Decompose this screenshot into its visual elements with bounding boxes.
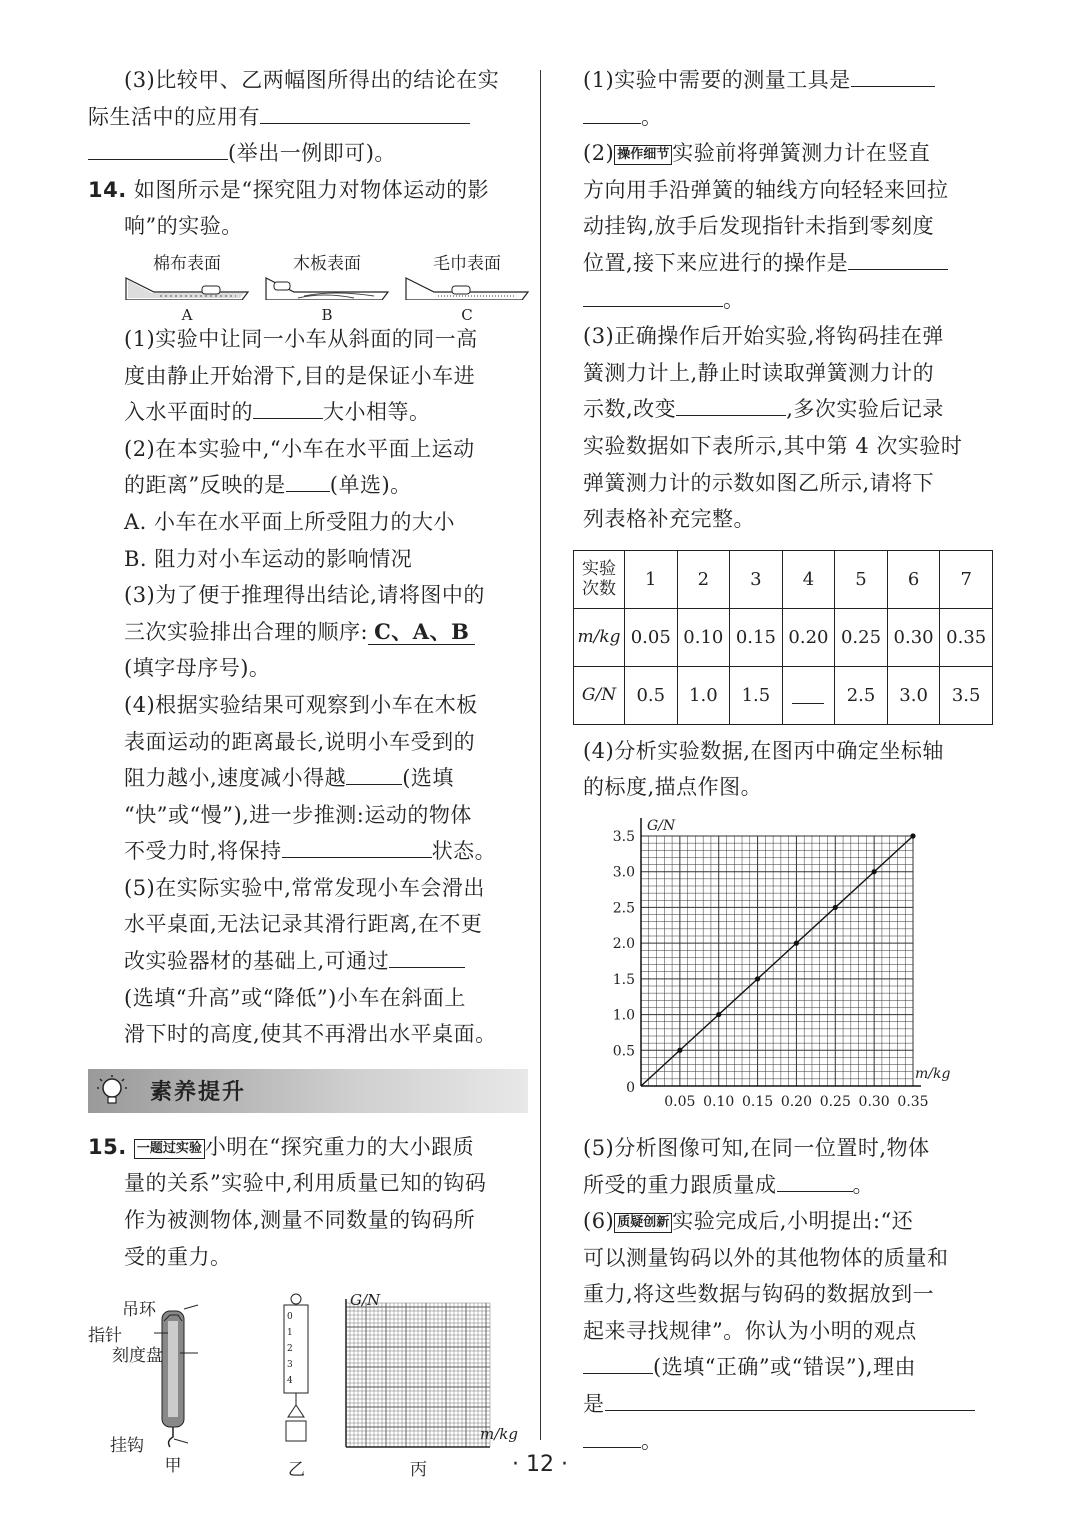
right-column <box>577 62 993 1459</box>
y-tick-label: 0.5 <box>612 1043 635 1060</box>
x-tick-label: 0.20 <box>780 1093 813 1110</box>
answer-blank[interactable] <box>583 1425 641 1448</box>
incline-track-icon <box>124 274 250 300</box>
data-point <box>794 940 799 945</box>
r4-line1: (4)分析实验数据,在图丙中确定坐标轴 <box>583 738 944 763</box>
g-m-graph <box>583 814 993 1124</box>
answer-blank[interactable] <box>282 835 432 858</box>
label-m-axis: m/kg <box>480 1425 518 1444</box>
q14-stem2: 响”的实验。 <box>124 214 243 239</box>
q14-4-line4: “快”或“慢”),进一步推测:运动的物体 <box>124 802 472 827</box>
weight-blank-cell[interactable] <box>782 666 835 724</box>
answer-blank[interactable] <box>389 945 465 968</box>
q14-4-line3: 阻力越小,速度减小得越 (选填 <box>88 760 528 797</box>
data-point <box>910 833 915 838</box>
x-tick-label: 0.05 <box>664 1093 696 1110</box>
answer-blank[interactable] <box>286 469 330 492</box>
label-bing: 丙 <box>410 1460 427 1481</box>
answer-blank[interactable] <box>851 64 935 87</box>
svg-text:1: 1 <box>287 1328 293 1339</box>
q15-figures <box>88 1291 528 1481</box>
origin-label: 0 <box>626 1079 635 1096</box>
order-answer: C、A、B <box>368 619 475 645</box>
answer-blank[interactable] <box>583 1351 653 1374</box>
r2-line4: 位置,接下来应进行的操作是 <box>583 245 993 282</box>
q14-2-line2: 的距离”反映的是 (单选)。 <box>88 467 528 504</box>
answer-blank[interactable] <box>676 393 786 416</box>
r3-line3: 示数,改变 ,多次实验后记录 <box>583 391 993 428</box>
r6-line2: 可以测量钩码以外的其他物体的质量和 <box>583 1245 949 1270</box>
experiment-tag: 一题过实验 <box>134 1139 205 1159</box>
table-row: G/N 0.5 1.0 1.5 2.5 3.0 3.5 <box>574 666 993 724</box>
q14-5-line5: 滑下时的高度,使其不再滑出水平桌面。 <box>124 1022 497 1047</box>
answer-blank[interactable] <box>253 396 323 419</box>
q14-4-line1: (4)根据实验结果可观察到小车在木板 <box>124 692 478 717</box>
r1-line2: 。 <box>583 99 993 136</box>
surface-figure <box>124 249 528 324</box>
y-tick-label: 2.0 <box>612 936 635 953</box>
incline-track-icon <box>264 274 390 300</box>
left-column <box>88 62 528 1481</box>
r3-line5: 弹簧测力计的示数如图乙所示,请将下 <box>583 470 935 495</box>
r5-line2: 所受的重力跟质量成 。 <box>583 1167 993 1204</box>
data-point <box>677 1048 682 1053</box>
y-tick-label: 3.5 <box>612 828 635 845</box>
q15-stem2: 量的关系”实验中,利用质量已知的钩码 <box>124 1171 487 1196</box>
r2-line1: (2) 操作细节 实验前将弹簧测力计在竖直 <box>583 141 931 166</box>
row-header: 实验次数 <box>574 550 625 608</box>
q14-stem: 14. 如图所示是“探究阻力对物体运动的影 <box>88 177 490 202</box>
r5-line1: (5)分析图像可知,在同一位置时,物体 <box>583 1135 930 1160</box>
lightbulb-icon <box>94 1073 130 1109</box>
data-point <box>716 1012 721 1017</box>
q13-3-line1: (3)比较甲、乙两幅图所得出的结论在实 <box>124 68 500 92</box>
page-number: · 12 · <box>512 1452 568 1477</box>
q15-stem3: 作为被测物体,测量不同数量的钩码所 <box>124 1208 476 1233</box>
q14-3-line3: (填字母序号)。 <box>124 656 271 681</box>
q13-3-line2: 际生活中的应用有 <box>88 99 528 136</box>
x-tick-label: 0.15 <box>741 1093 774 1110</box>
series-line <box>641 836 913 1086</box>
surface-b: 木板表面 B <box>264 249 390 324</box>
r6-line6: 是 <box>583 1386 993 1423</box>
q14-1-line2: 度由静止开始滑下,目的是保证小车进 <box>124 363 476 388</box>
y-tick-label: 2.5 <box>612 900 635 917</box>
r2-line3: 动挂钩,放手后发现指针未指到零刻度 <box>583 214 935 239</box>
label-g-axis: G/N <box>350 1291 381 1310</box>
option-b: B. 阻力对小车运动的影响情况 <box>124 546 413 571</box>
r3-line6: 列表格补充完整。 <box>583 507 755 532</box>
q15-stem1: 15. 一题过实验 小明在“探究重力的大小跟质 <box>88 1134 475 1159</box>
q14-3-line1: (3)为了便于推理得出结论,请将图中的 <box>124 583 485 608</box>
svg-text:2: 2 <box>287 1344 293 1355</box>
incline-track-icon <box>404 274 530 300</box>
x-tick-label: 0.30 <box>858 1093 890 1110</box>
table-row: 实验次数 1 2 3 4 5 6 7 <box>574 550 993 608</box>
r6-line1: (6) 质疑创新 实验完成后,小明提出:“还 <box>583 1209 914 1234</box>
r6-line7: 。 <box>583 1423 993 1460</box>
q14-1-line1: (1)实验中让同一小车从斜面的同一高 <box>124 326 478 351</box>
q14-4-line2: 表面运动的距离最长,说明小车受到的 <box>124 729 476 754</box>
q15-stem4: 受的重力。 <box>124 1244 232 1269</box>
q14-1-line3: 入水平面时的 大小相等。 <box>88 394 528 431</box>
surface-c: 毛巾表面 C <box>404 249 530 324</box>
detail-tag: 操作细节 <box>614 145 672 165</box>
option-a: A. 小车在水平面上所受阻力的大小 <box>124 509 456 534</box>
surface-a: 棉布表面 A <box>124 249 250 324</box>
label-yi: 乙 <box>288 1460 305 1481</box>
label-dial: 刻度盘 <box>112 1346 163 1367</box>
r2-line2: 方向用手沿弹簧的轴线方向轻轻来回拉 <box>583 177 949 202</box>
label-hook: 挂钩 <box>110 1436 144 1457</box>
q13-3-line3: (举出一例即可)。 <box>88 135 528 172</box>
r6-line4: 起来寻找规律”。你认为小明的观点 <box>583 1318 917 1343</box>
y-tick-label: 1.0 <box>612 1007 635 1024</box>
svg-text:0: 0 <box>287 1312 293 1323</box>
r6-line3: 重力,将这些数据与钩码的数据放到一 <box>583 1282 935 1307</box>
label-pointer: 指针 <box>88 1326 122 1347</box>
y-tick-label: 3.0 <box>612 864 635 881</box>
q14-2-line1: (2)在本实验中,“小车在水平面上运动 <box>124 436 475 461</box>
svg-text:3: 3 <box>287 1360 293 1371</box>
x-tick-label: 0.35 <box>897 1093 929 1110</box>
q14-5-line4: (选填“升高”或“降低”)小车在斜面上 <box>124 985 466 1010</box>
answer-blank[interactable] <box>777 1169 853 1192</box>
r2-line5: 。 <box>583 282 993 319</box>
answer-blank[interactable] <box>605 1388 975 1411</box>
data-point <box>833 905 838 910</box>
data-point <box>872 869 877 874</box>
answer-blank[interactable] <box>583 101 641 124</box>
r3-line4: 实验数据如下表所示,其中第 4 次实验时 <box>583 433 963 458</box>
blank-grid <box>346 1303 490 1447</box>
row-header: m/kg <box>574 608 625 666</box>
x-tick-label: 0.10 <box>703 1093 735 1110</box>
table-row: m/kg 0.05 0.10 0.15 0.20 0.25 0.30 0.35 <box>574 608 993 666</box>
column-divider <box>540 70 541 1440</box>
answer-blank[interactable] <box>848 247 948 270</box>
y-tick-label: 1.5 <box>612 971 635 988</box>
r6-line5: (选填“正确”或“错误”),理由 <box>583 1349 993 1386</box>
section-title: 素养提升 <box>150 1079 247 1105</box>
q14-3-line2: 三次实验排出合理的顺序: C、A、B <box>88 614 528 651</box>
r1-line1: (1)实验中需要的测量工具是 <box>583 62 993 99</box>
r3-line1: (3)正确操作后开始实验,将钩码挂在弹 <box>583 324 944 349</box>
g-m-chart <box>583 814 983 1124</box>
section-header <box>88 1069 528 1113</box>
label-ring: 吊环 <box>122 1300 156 1321</box>
data-table <box>573 550 993 725</box>
q14-4-line5: 不受力时,将保持 状态。 <box>88 833 528 870</box>
answer-blank[interactable] <box>88 137 228 160</box>
x-tick-label: 0.25 <box>819 1093 851 1110</box>
question-tag: 质疑创新 <box>614 1213 672 1233</box>
label-jia: 甲 <box>164 1456 182 1477</box>
answer-blank[interactable] <box>346 762 402 785</box>
answer-blank[interactable] <box>583 284 723 307</box>
row-header: G/N <box>574 666 625 724</box>
answer-blank[interactable] <box>260 101 470 124</box>
y-axis-label: G/N <box>647 817 676 834</box>
q14-5-line3: 改实验器材的基础上,可通过 <box>88 943 528 980</box>
q14-5-line2: 水平桌面,无法记录其滑行距离,在不更 <box>124 912 483 937</box>
data-point <box>755 976 760 981</box>
r3-line2: 簧测力计上,静止时读取弹簧测力计的 <box>583 360 935 385</box>
svg-text:4: 4 <box>287 1376 293 1387</box>
r4-line2: 的标度,描点作图。 <box>583 775 763 800</box>
q14-5-line1: (5)在实际实验中,常常发现小车会滑出 <box>124 875 485 900</box>
x-axis-label: m/kg <box>915 1065 951 1082</box>
